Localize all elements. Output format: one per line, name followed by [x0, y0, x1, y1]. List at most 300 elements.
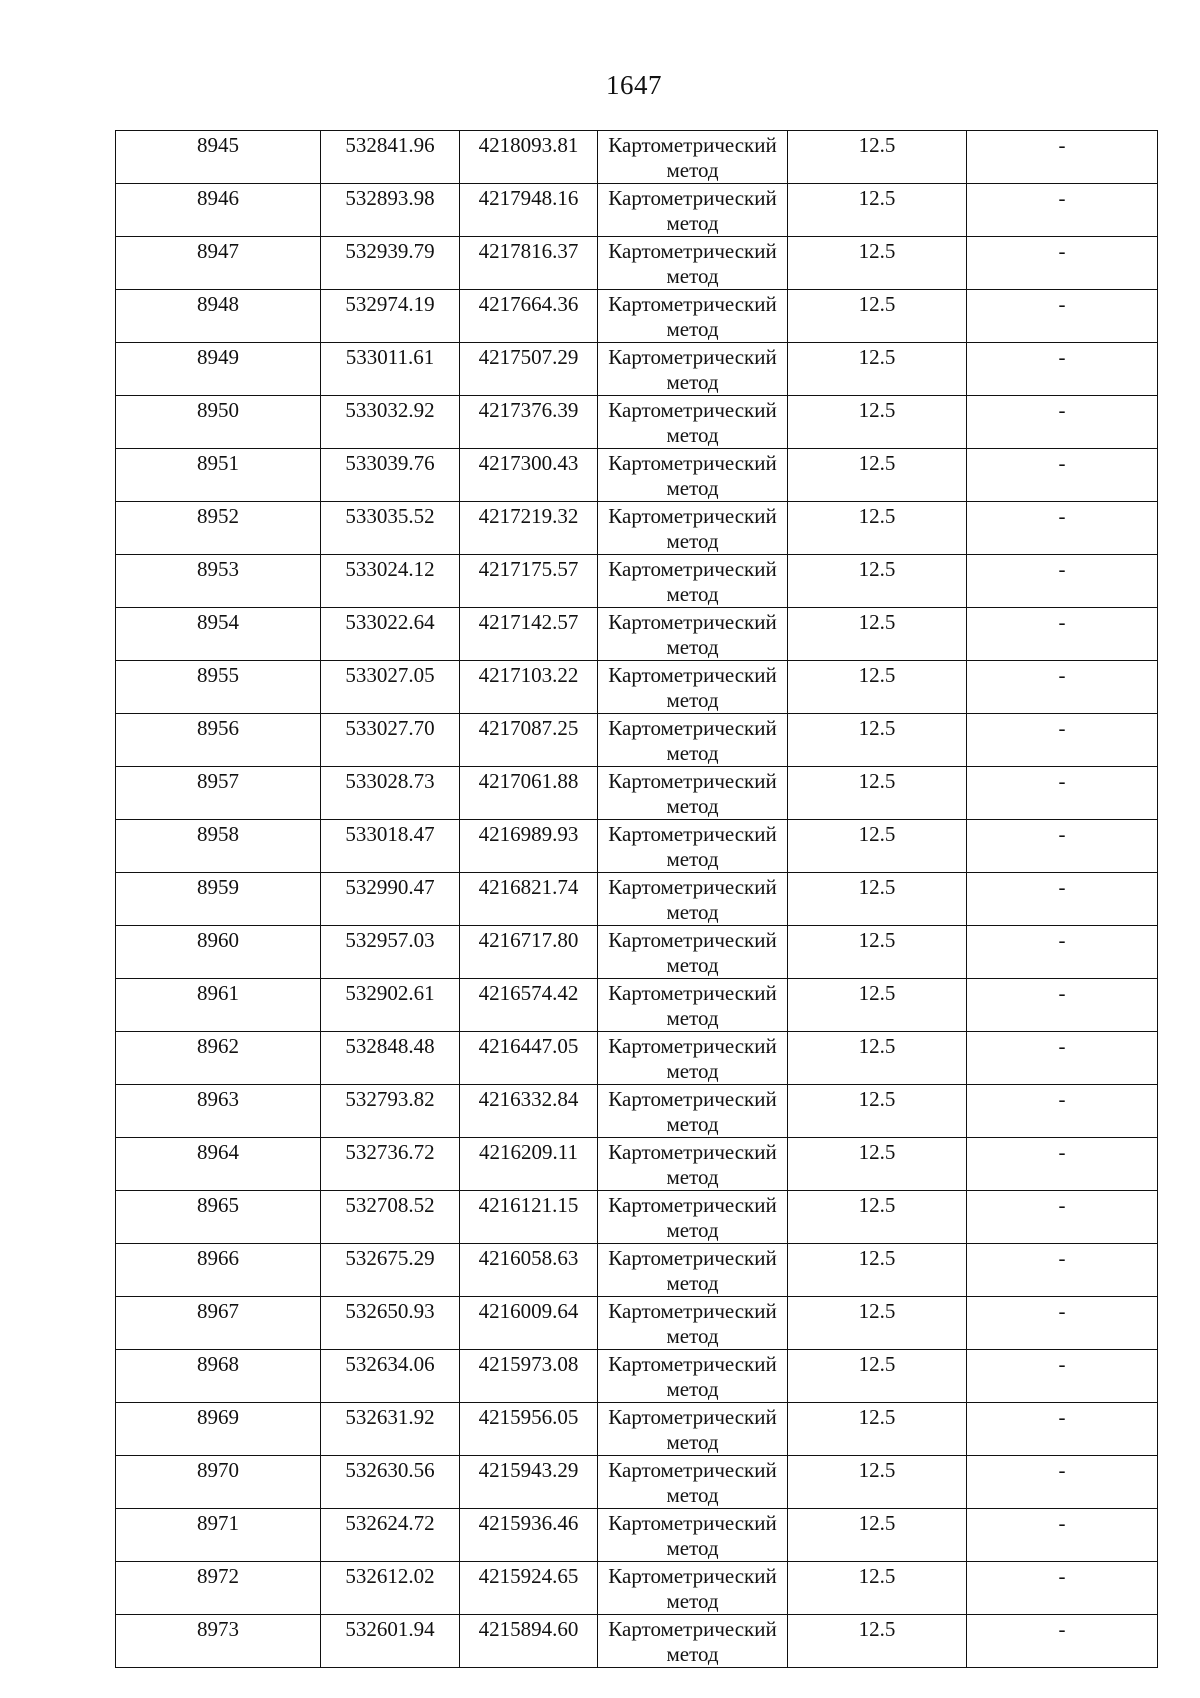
description-cell: [967, 1191, 1158, 1244]
y-coordinate-text: 4215956.05: [478, 1405, 579, 1429]
y-coordinate-text: 4217507.29: [478, 345, 579, 369]
point-number-text: 8950: [197, 398, 239, 422]
description-cell: [967, 1297, 1158, 1350]
accuracy-cell: [788, 184, 967, 237]
coordinates-table-body: [116, 131, 1158, 1668]
description-text: -: [1058, 663, 1066, 687]
x-coordinate-cell: [321, 979, 460, 1032]
y-coordinate-cell: [460, 767, 598, 820]
x-coordinate-text: 532650.93: [345, 1299, 435, 1323]
accuracy-cell: [788, 1244, 967, 1297]
description-text: -: [1058, 557, 1066, 581]
method-cell: [598, 820, 788, 873]
method-text-line: Картометрический: [608, 1140, 777, 1164]
method-text-line: Картометрический: [608, 1458, 777, 1482]
description-text: -: [1058, 1511, 1066, 1535]
y-coordinate-text: 4217300.43: [478, 451, 579, 475]
y-coordinate-text: 4217087.25: [478, 716, 579, 740]
y-coordinate-text: 4215924.65: [478, 1564, 579, 1588]
method-text-line: метод: [666, 900, 719, 924]
y-coordinate-cell: [460, 714, 598, 767]
point-number-text: 8954: [197, 610, 239, 634]
x-coordinate-cell: [321, 1509, 460, 1562]
method-cell: [598, 184, 788, 237]
method-text-line: Картометрический: [608, 1511, 777, 1535]
point-number-cell: [116, 1562, 321, 1615]
point-number-text: 8947: [197, 239, 239, 263]
point-number-cell: [116, 661, 321, 714]
accuracy-text: 12.5: [858, 928, 896, 952]
description-cell: [967, 1403, 1158, 1456]
accuracy-cell: [788, 1032, 967, 1085]
point-number-text: 8953: [197, 557, 239, 581]
method-cell: [598, 502, 788, 555]
point-number-text: 8973: [197, 1617, 239, 1641]
method-text-line: метод: [666, 794, 719, 818]
y-coordinate-cell: [460, 1244, 598, 1297]
point-number-text: 8969: [197, 1405, 239, 1429]
y-coordinate-text: 4217219.32: [478, 504, 579, 528]
accuracy-text: 12.5: [858, 557, 896, 581]
method-cell: [598, 449, 788, 502]
point-number-cell: [116, 979, 321, 1032]
description-cell: [967, 396, 1158, 449]
accuracy-text: 12.5: [858, 1193, 896, 1217]
table-row: [116, 396, 1158, 449]
method-cell: [598, 343, 788, 396]
x-coordinate-text: 532893.98: [345, 186, 435, 210]
y-coordinate-text: 4217142.57: [478, 610, 579, 634]
x-coordinate-text: 532736.72: [345, 1140, 435, 1164]
description-cell: [967, 714, 1158, 767]
x-coordinate-cell: [321, 131, 460, 184]
y-coordinate-text: 4216574.42: [478, 981, 579, 1005]
y-coordinate-text: 4217103.22: [478, 663, 579, 687]
x-coordinate-cell: [321, 714, 460, 767]
point-number-cell: [116, 1085, 321, 1138]
description-text: -: [1058, 239, 1066, 263]
accuracy-cell: [788, 290, 967, 343]
method-text-line: метод: [666, 688, 719, 712]
point-number-text: 8970: [197, 1458, 239, 1482]
description-cell: [967, 1032, 1158, 1085]
method-cell: [598, 714, 788, 767]
y-coordinate-text: 4215943.29: [478, 1458, 579, 1482]
point-number-text: 8965: [197, 1193, 239, 1217]
description-cell: [967, 873, 1158, 926]
y-coordinate-text: 4217175.57: [478, 557, 579, 581]
description-cell: [967, 1562, 1158, 1615]
description-text: -: [1058, 822, 1066, 846]
accuracy-text: 12.5: [858, 1617, 896, 1641]
point-number-cell: [116, 1403, 321, 1456]
x-coordinate-text: 533018.47: [345, 822, 435, 846]
method-text-line: Картометрический: [608, 504, 777, 528]
accuracy-cell: [788, 1191, 967, 1244]
accuracy-text: 12.5: [858, 1564, 896, 1588]
accuracy-text: 12.5: [858, 610, 896, 634]
accuracy-text: 12.5: [858, 451, 896, 475]
x-coordinate-cell: [321, 767, 460, 820]
method-text-line: Картометрический: [608, 1352, 777, 1376]
accuracy-text: 12.5: [858, 1511, 896, 1535]
point-number-text: 8966: [197, 1246, 239, 1270]
x-coordinate-cell: [321, 873, 460, 926]
y-coordinate-text: 4216447.05: [478, 1034, 579, 1058]
method-cell: [598, 237, 788, 290]
method-cell: [598, 1244, 788, 1297]
accuracy-cell: [788, 608, 967, 661]
x-coordinate-cell: [321, 1244, 460, 1297]
x-coordinate-text: 532957.03: [345, 928, 435, 952]
accuracy-cell: [788, 1297, 967, 1350]
accuracy-text: 12.5: [858, 504, 896, 528]
y-coordinate-cell: [460, 926, 598, 979]
point-number-cell: [116, 1509, 321, 1562]
accuracy-text: 12.5: [858, 875, 896, 899]
accuracy-text: 12.5: [858, 1140, 896, 1164]
x-coordinate-text: 532708.52: [345, 1193, 435, 1217]
method-text-line: Картометрический: [608, 981, 777, 1005]
description-cell: [967, 820, 1158, 873]
y-coordinate-text: 4215936.46: [478, 1511, 579, 1535]
method-cell: [598, 555, 788, 608]
x-coordinate-text: 532990.47: [345, 875, 435, 899]
method-text-line: Картометрический: [608, 451, 777, 475]
point-number-text: 8956: [197, 716, 239, 740]
point-number-text: 8967: [197, 1299, 239, 1323]
method-text-line: Картометрический: [608, 186, 777, 210]
method-text-line: метод: [666, 635, 719, 659]
method-cell: [598, 1138, 788, 1191]
x-coordinate-cell: [321, 926, 460, 979]
accuracy-cell: [788, 926, 967, 979]
point-number-text: 8963: [197, 1087, 239, 1111]
x-coordinate-text: 532601.94: [345, 1617, 435, 1641]
method-text-line: Картометрический: [608, 1299, 777, 1323]
accuracy-text: 12.5: [858, 292, 896, 316]
y-coordinate-text: 4216209.11: [479, 1140, 578, 1164]
method-text-line: метод: [666, 1430, 719, 1454]
method-cell: [598, 1297, 788, 1350]
point-number-cell: [116, 396, 321, 449]
accuracy-text: 12.5: [858, 1405, 896, 1429]
y-coordinate-cell: [460, 608, 598, 661]
description-text: -: [1058, 875, 1066, 899]
table-row: [116, 1562, 1158, 1615]
method-text-line: метод: [666, 1112, 719, 1136]
accuracy-text: 12.5: [858, 716, 896, 740]
method-text-line: метод: [666, 1006, 719, 1030]
point-number-text: 8946: [197, 186, 239, 210]
x-coordinate-cell: [321, 1350, 460, 1403]
table-row: [116, 1244, 1158, 1297]
method-cell: [598, 131, 788, 184]
x-coordinate-text: 533028.73: [345, 769, 435, 793]
method-text-line: метод: [666, 370, 719, 394]
point-number-cell: [116, 184, 321, 237]
method-text-line: Картометрический: [608, 1087, 777, 1111]
point-number-cell: [116, 1350, 321, 1403]
x-coordinate-cell: [321, 608, 460, 661]
method-text-line: Картометрический: [608, 398, 777, 422]
method-text-line: метод: [666, 1271, 719, 1295]
description-text: -: [1058, 1617, 1066, 1641]
accuracy-cell: [788, 1403, 967, 1456]
description-cell: [967, 767, 1158, 820]
x-coordinate-cell: [321, 237, 460, 290]
x-coordinate-text: 533024.12: [345, 557, 435, 581]
table-row: [116, 290, 1158, 343]
method-text-line: метод: [666, 211, 719, 235]
method-text-line: Картометрический: [608, 557, 777, 581]
accuracy-cell: [788, 502, 967, 555]
x-coordinate-text: 533011.61: [345, 345, 435, 369]
description-text: -: [1058, 1299, 1066, 1323]
method-cell: [598, 1403, 788, 1456]
accuracy-text: 12.5: [858, 345, 896, 369]
y-coordinate-cell: [460, 1562, 598, 1615]
description-text: -: [1058, 451, 1066, 475]
table-row: [116, 1350, 1158, 1403]
accuracy-text: 12.5: [858, 769, 896, 793]
description-cell: [967, 449, 1158, 502]
description-text: -: [1058, 398, 1066, 422]
x-coordinate-text: 532848.48: [345, 1034, 435, 1058]
description-cell: [967, 1350, 1158, 1403]
y-coordinate-text: 4217816.37: [478, 239, 579, 263]
method-cell: [598, 1191, 788, 1244]
method-text-line: Картометрический: [608, 1564, 777, 1588]
method-text-line: метод: [666, 1536, 719, 1560]
method-text-line: Картометрический: [608, 1405, 777, 1429]
description-text: -: [1058, 1352, 1066, 1376]
page-number: 1647: [606, 70, 662, 100]
x-coordinate-cell: [321, 1403, 460, 1456]
y-coordinate-cell: [460, 1509, 598, 1562]
method-text-line: Картометрический: [608, 1034, 777, 1058]
method-cell: [598, 1615, 788, 1668]
accuracy-cell: [788, 979, 967, 1032]
x-coordinate-text: 532630.56: [345, 1458, 435, 1482]
method-cell: [598, 979, 788, 1032]
x-coordinate-text: 533032.92: [345, 398, 435, 422]
table-row: [116, 1138, 1158, 1191]
table-row: [116, 237, 1158, 290]
table-row: [116, 1297, 1158, 1350]
point-number-cell: [116, 555, 321, 608]
y-coordinate-text: 4217376.39: [478, 398, 579, 422]
x-coordinate-text: 532634.06: [345, 1352, 435, 1376]
y-coordinate-cell: [460, 979, 598, 1032]
method-text-line: метод: [666, 1377, 719, 1401]
y-coordinate-cell: [460, 449, 598, 502]
point-number-cell: [116, 449, 321, 502]
method-text-line: Картометрический: [608, 133, 777, 157]
y-coordinate-cell: [460, 396, 598, 449]
accuracy-text: 12.5: [858, 186, 896, 210]
accuracy-cell: [788, 237, 967, 290]
method-text-line: метод: [666, 1589, 719, 1613]
method-cell: [598, 661, 788, 714]
method-text-line: метод: [666, 847, 719, 871]
method-text-line: метод: [666, 529, 719, 553]
method-cell: [598, 1350, 788, 1403]
point-number-text: 8958: [197, 822, 239, 846]
x-coordinate-cell: [321, 502, 460, 555]
method-cell: [598, 1085, 788, 1138]
x-coordinate-text: 533027.05: [345, 663, 435, 687]
coordinates-table: [115, 130, 1158, 1668]
method-text-line: Картометрический: [608, 822, 777, 846]
method-text-line: Картометрический: [608, 928, 777, 952]
y-coordinate-cell: [460, 1297, 598, 1350]
y-coordinate-text: 4216121.15: [478, 1193, 579, 1217]
point-number-cell: [116, 131, 321, 184]
x-coordinate-text: 532675.29: [345, 1246, 435, 1270]
point-number-cell: [116, 290, 321, 343]
point-number-text: 8945: [197, 133, 239, 157]
description-text: -: [1058, 1564, 1066, 1588]
point-number-cell: [116, 820, 321, 873]
table-row: [116, 1085, 1158, 1138]
point-number-cell: [116, 767, 321, 820]
x-coordinate-cell: [321, 1032, 460, 1085]
x-coordinate-cell: [321, 1615, 460, 1668]
point-number-cell: [116, 1615, 321, 1668]
x-coordinate-cell: [321, 343, 460, 396]
method-text-line: метод: [666, 1642, 719, 1666]
description-text: -: [1058, 1405, 1066, 1429]
point-number-text: 8948: [197, 292, 239, 316]
x-coordinate-text: 532841.96: [345, 133, 435, 157]
x-coordinate-cell: [321, 1191, 460, 1244]
accuracy-cell: [788, 714, 967, 767]
description-text: -: [1058, 610, 1066, 634]
point-number-cell: [116, 608, 321, 661]
y-coordinate-cell: [460, 1456, 598, 1509]
table-row: [116, 184, 1158, 237]
x-coordinate-cell: [321, 449, 460, 502]
x-coordinate-text: 532793.82: [345, 1087, 435, 1111]
accuracy-cell: [788, 131, 967, 184]
description-cell: [967, 131, 1158, 184]
y-coordinate-text: 4217948.16: [478, 186, 579, 210]
y-coordinate-cell: [460, 1085, 598, 1138]
accuracy-text: 12.5: [858, 1352, 896, 1376]
table-row: [116, 873, 1158, 926]
method-text-line: Картометрический: [608, 769, 777, 793]
y-coordinate-cell: [460, 502, 598, 555]
description-cell: [967, 608, 1158, 661]
y-coordinate-cell: [460, 820, 598, 873]
method-text-line: метод: [666, 264, 719, 288]
point-number-cell: [116, 1244, 321, 1297]
accuracy-cell: [788, 1509, 967, 1562]
method-text-line: Картометрический: [608, 1246, 777, 1270]
table-row: [116, 714, 1158, 767]
y-coordinate-text: 4215894.60: [478, 1617, 579, 1641]
description-cell: [967, 1615, 1158, 1668]
method-text-line: Картометрический: [608, 875, 777, 899]
accuracy-text: 12.5: [858, 398, 896, 422]
point-number-text: 8971: [197, 1511, 239, 1535]
point-number-cell: [116, 873, 321, 926]
method-cell: [598, 290, 788, 343]
description-cell: [967, 237, 1158, 290]
accuracy-text: 12.5: [858, 1034, 896, 1058]
x-coordinate-cell: [321, 184, 460, 237]
point-number-text: 8949: [197, 345, 239, 369]
accuracy-cell: [788, 555, 967, 608]
x-coordinate-text: 533035.52: [345, 504, 435, 528]
method-text-line: Картометрический: [608, 1193, 777, 1217]
method-text-line: метод: [666, 582, 719, 606]
description-cell: [967, 502, 1158, 555]
description-text: -: [1058, 981, 1066, 1005]
y-coordinate-text: 4215973.08: [478, 1352, 579, 1376]
accuracy-cell: [788, 1138, 967, 1191]
point-number-cell: [116, 926, 321, 979]
accuracy-text: 12.5: [858, 1299, 896, 1323]
accuracy-text: 12.5: [858, 1087, 896, 1111]
description-cell: [967, 1138, 1158, 1191]
y-coordinate-text: 4216332.84: [478, 1087, 579, 1111]
method-text-line: метод: [666, 1324, 719, 1348]
description-text: -: [1058, 504, 1066, 528]
accuracy-text: 12.5: [858, 663, 896, 687]
y-coordinate-cell: [460, 555, 598, 608]
method-text-line: метод: [666, 158, 719, 182]
method-text-line: Картометрический: [608, 239, 777, 263]
x-coordinate-cell: [321, 1562, 460, 1615]
y-coordinate-text: 4216717.80: [478, 928, 579, 952]
accuracy-cell: [788, 1350, 967, 1403]
method-text-line: метод: [666, 317, 719, 341]
method-cell: [598, 767, 788, 820]
accuracy-text: 12.5: [858, 1458, 896, 1482]
point-number-cell: [116, 1297, 321, 1350]
method-text-line: метод: [666, 476, 719, 500]
description-text: -: [1058, 1087, 1066, 1111]
y-coordinate-cell: [460, 1403, 598, 1456]
point-number-cell: [116, 1456, 321, 1509]
method-text-line: Картометрический: [608, 345, 777, 369]
point-number-text: 8968: [197, 1352, 239, 1376]
description-text: -: [1058, 1140, 1066, 1164]
point-number-cell: [116, 714, 321, 767]
description-text: -: [1058, 769, 1066, 793]
point-number-text: 8964: [197, 1140, 239, 1164]
method-cell: [598, 1456, 788, 1509]
method-text-line: метод: [666, 1218, 719, 1242]
point-number-cell: [116, 1191, 321, 1244]
y-coordinate-cell: [460, 1032, 598, 1085]
description-text: -: [1058, 1246, 1066, 1270]
description-cell: [967, 1244, 1158, 1297]
y-coordinate-cell: [460, 290, 598, 343]
method-text-line: метод: [666, 1165, 719, 1189]
table-row: [116, 820, 1158, 873]
description-cell: [967, 555, 1158, 608]
point-number-cell: [116, 1138, 321, 1191]
y-coordinate-cell: [460, 343, 598, 396]
method-cell: [598, 873, 788, 926]
description-cell: [967, 926, 1158, 979]
point-number-text: 8955: [197, 663, 239, 687]
accuracy-cell: [788, 661, 967, 714]
description-cell: [967, 184, 1158, 237]
